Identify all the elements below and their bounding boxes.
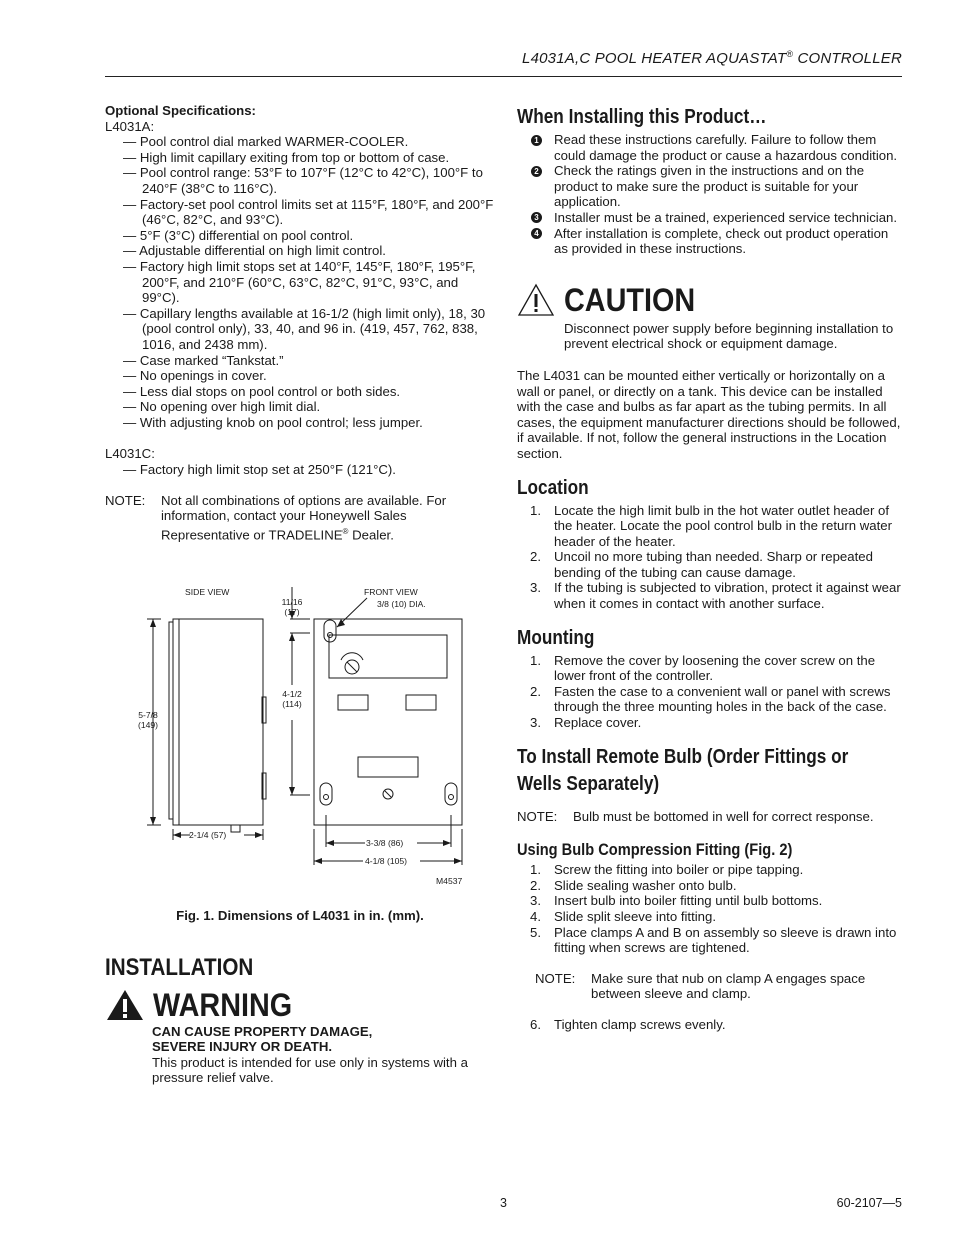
right-column [517, 105, 902, 1033]
caution-block [517, 283, 902, 317]
document-header: L4031A,C POOL HEATER AQUASTAT® CONTROLLER [522, 49, 902, 67]
compression-fitting-list-continued [517, 1017, 902, 1033]
list-item: 4 After installation is complete, check out product operation as provided in these instructions. [517, 226, 902, 257]
warning-icon [105, 988, 145, 1022]
list-item: 2. Uncoil no more tubing than needed. Sharp or repeated bending of the tubing can cause damage. [530, 549, 873, 580]
list-item: 2. Fasten the case to a convenient wall or panel with screws through the three mounting holes in the back of the case. [530, 683, 891, 715]
list-item: 3 Installer must be a trained, experienced service technician. [517, 210, 902, 226]
list-item: — Pool control dial marked WARMER-COOLER. [123, 134, 495, 150]
figure-code: M4537 [436, 876, 463, 887]
page-number: 3 [500, 1196, 507, 1210]
installation-heading: INSTALLATION [105, 953, 254, 981]
optional-specs-heading: Optional Specifications: [105, 103, 256, 118]
list-item: 1. Screw the fitting into boiler or pipe tapping. [530, 862, 804, 878]
dim-hole-spacing-horizontal: 3-3/8 (86) [366, 838, 404, 849]
compression-fitting-note [517, 971, 902, 1002]
side-view-label: SIDE VIEW [185, 587, 230, 598]
remote-bulb-heading-line-1: To Install Remote Bulb (Order Fittings or [517, 745, 849, 768]
dim-width: 4-1/8 (105) [365, 856, 408, 867]
l4031a-options-list [105, 134, 495, 430]
caution-icon [517, 283, 555, 317]
front-view-label: FRONT VIEW [364, 587, 418, 598]
note-text: Not all combinations of options are available. For information, contact your Honeywell Sales Representative or TRADELINE® Dealer. [161, 492, 447, 543]
header-rule [105, 76, 902, 77]
warning-text: This product is intended for use only in systems with a pressure relief valve. [152, 1054, 468, 1086]
caution-word: CAUTION [564, 281, 696, 318]
location-heading: Location [517, 476, 589, 499]
list-item: 5. Place clamps A and B on assembly so sleeve is drawn into fitting when screws are tightened. [530, 924, 897, 956]
dim-depth: 2-1/4 (57) [189, 830, 227, 841]
list-item: — No opening over high limit dial. [123, 399, 495, 415]
figure-caption: Fig. 1. Dimensions of L4031 in in. (mm). [176, 908, 424, 924]
number-2-icon: 2 [531, 166, 542, 177]
l4031a-label: L4031A: [105, 118, 155, 134]
location-list [517, 503, 902, 612]
list-item: 6. Tighten clamp screws evenly. [530, 1016, 726, 1032]
list-item: — Pool control range: 53°F to 107°F (12°C to 42°C), 100°F to 240°F (38°C to 116°C). [123, 165, 495, 196]
note-text: Bulb must be bottomed in well for correct response. [573, 808, 874, 824]
warning-line-1: CAN CAUSE PROPERTY DAMAGE, [152, 1023, 373, 1039]
when-installing-list [517, 132, 902, 257]
hole-diameter-label: 3/8 (10) DIA. [377, 599, 426, 610]
warning-word: WARNING [153, 986, 293, 1023]
list-item: 1. Locate the high limit bulb in the hot water outlet header of the heater. Locate the pool control bulb in the return water header of the heater. [530, 502, 892, 549]
list-item: — No openings in cover. [123, 368, 495, 384]
list-item: 2. Slide sealing washer onto bulb. [530, 877, 737, 893]
dim-top-offset: 11/16 (17) [281, 597, 303, 618]
when-installing-heading: When Installing this Product… [517, 106, 767, 128]
dim-hole-spacing-vertical: 4-1/2 (114) [282, 689, 302, 710]
dim-height: 5-7/8 (149) [137, 710, 159, 731]
options-note [105, 493, 495, 543]
remote-bulb-note [517, 809, 902, 825]
mounting-heading: Mounting [517, 626, 595, 649]
list-item: 3. Replace cover. [530, 715, 642, 731]
list-item: — Case marked “Tankstat.” [123, 353, 495, 369]
number-4-icon: 4 [531, 228, 542, 239]
mounting-list [517, 653, 902, 731]
number-1-icon: 1 [531, 135, 542, 146]
list-item: — Factory high limit stop set at 250°F (121°C). [123, 462, 495, 478]
mounting-overview-paragraph: The L4031 can be mounted either vertically or horizontally on a wall or panel, or directly on a tank. This device can be installed with the case and bulbs as far apart as the tubing permits. In all cases, the equipment manufacturer directions should be followed, if available. If not, follow the general instructions in the Location section. [517, 367, 901, 461]
note-label: NOTE: [517, 808, 558, 824]
note-text: Make sure that nub on clamp A engages space between sleeve and clamp. [591, 970, 866, 1002]
list-item: — High limit capillary exiting from top or bottom of case. [123, 150, 495, 166]
list-item: — Factory-set pool control limits set at 115°F, 180°F, and 200°F (46°C, 82°C, and 93°C). [123, 197, 495, 228]
list-item: — With adjusting knob on pool control; less jumper. [123, 415, 495, 431]
warning-line-2: SEVERE INJURY OR DEATH. [152, 1039, 333, 1055]
remote-bulb-heading-line-2: Wells Separately) [517, 772, 660, 795]
l4031c-options-list [105, 462, 495, 478]
list-item: 4. Slide split sleeve into fitting. [530, 909, 716, 924]
list-item: — Adjustable differential on high limit control. [123, 243, 495, 259]
list-item: 1 Read these instructions carefully. Failure to follow them could damage the product or cause a hazardous condition. [517, 132, 902, 163]
list-item: — Capillary lengths available at 16-1/2 (high limit only), 18, 30 (pool control only), 33, 40, and 96 in. (419, 457, 762, 838, 1016, and 2438 mm). [123, 306, 495, 353]
number-3-icon: 3 [531, 212, 542, 223]
list-item: 3. If the tubing is subjected to vibration, protect it against wear when it comes in contact with another surface. [530, 580, 901, 612]
list-item: — Factory high limit stops set at 140°F, 145°F, 180°F, 195°F, 200°F, and 210°F (60°C, 63°C, 82°C, 91°C, 93°C, and 99°C). [123, 259, 495, 306]
caution-text: Disconnect power supply before beginning installation to prevent electrical shock or equipment damage. [564, 320, 894, 352]
note-label: NOTE: [105, 492, 146, 508]
left-column [105, 103, 495, 1086]
list-item: — 5°F (3°C) differential on pool control. [123, 228, 495, 244]
warning-block [105, 988, 495, 1022]
compression-fitting-list [517, 862, 902, 956]
list-item: 2 Check the ratings given in the instructions and on the product to make sure the product is suitable for your application. [517, 163, 902, 210]
list-item: 1. Remove the cover by loosening the cover screw on the lower front of the controller. [530, 652, 876, 684]
compression-fitting-heading: Using Bulb Compression Fitting (Fig. 2) [517, 840, 793, 860]
note-label: NOTE: [535, 970, 576, 986]
list-item: 3. Insert bulb into boiler fitting until bulb bottoms. [530, 893, 823, 909]
dimensions-figure [105, 565, 495, 900]
l4031c-label: L4031C: [105, 446, 155, 462]
list-item: — Less dial stops on pool control or both sides. [123, 384, 495, 400]
document-number: 60-2107—5 [836, 1196, 902, 1210]
